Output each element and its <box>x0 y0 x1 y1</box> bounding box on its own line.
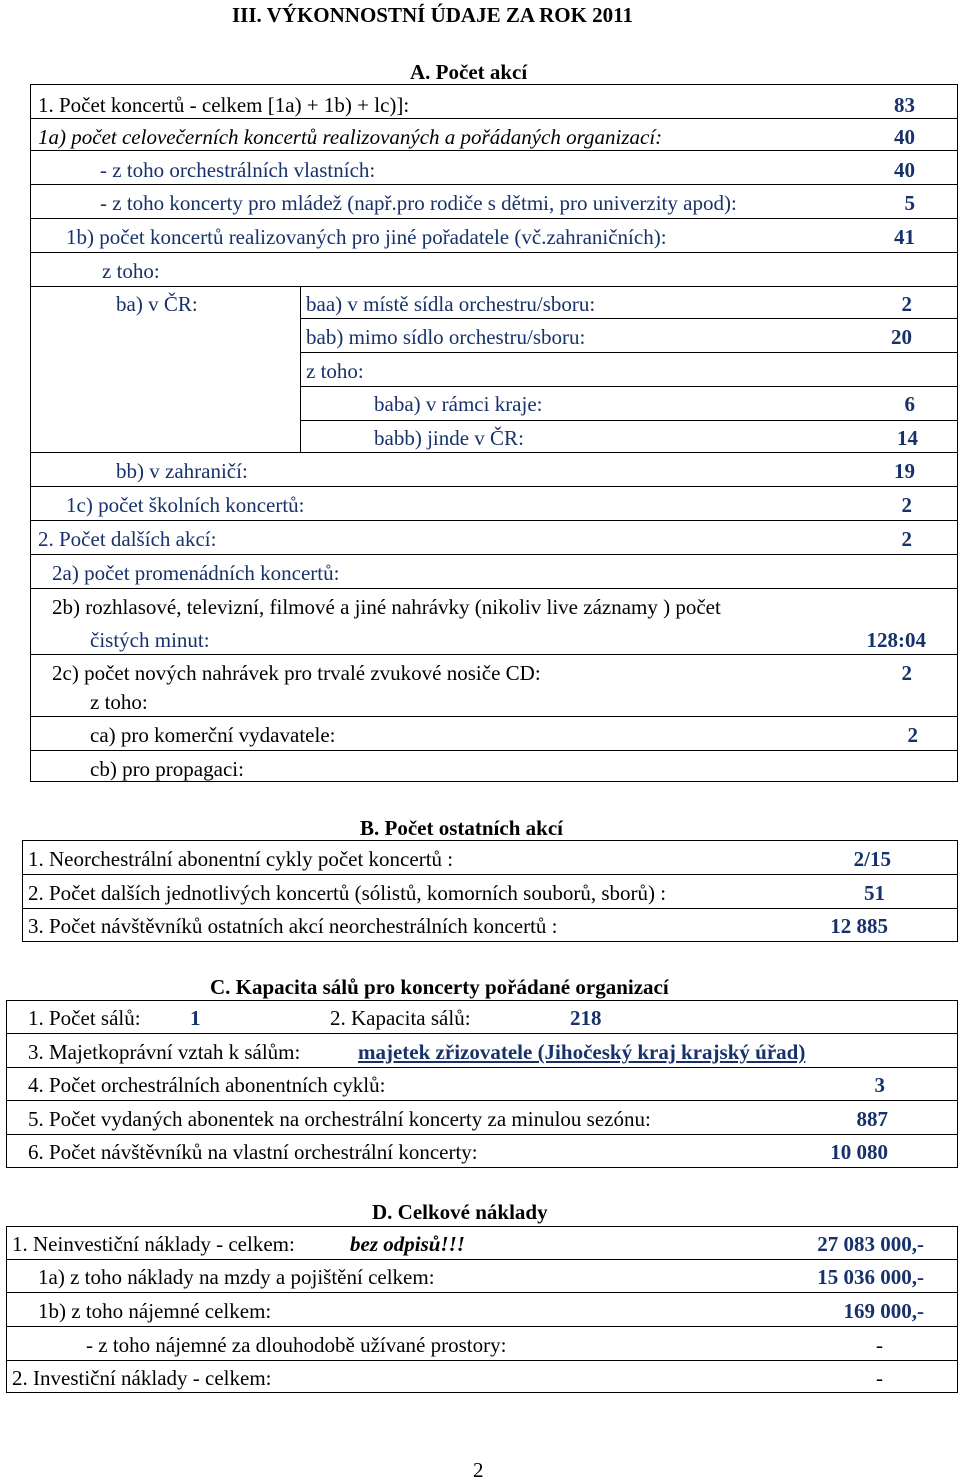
divider <box>6 1033 958 1034</box>
divider <box>300 420 958 421</box>
row-1a-value: 40 <box>894 125 915 149</box>
divider <box>6 1100 958 1101</box>
divider <box>22 908 958 909</box>
row-babb-value: 14 <box>897 426 918 450</box>
ztoho-label-3: z toho: <box>90 690 148 714</box>
c-row-3-value: majetek zřizovatele (Jihočeský kraj krajský úřad) <box>358 1040 806 1064</box>
row-ca-label: ca) pro komerční vydavatele: <box>90 723 336 747</box>
divider <box>22 874 958 875</box>
row-bab-value: 20 <box>891 325 912 349</box>
divider <box>30 716 958 717</box>
page-title: III. VÝKONNOSTNÍ ÚDAJE ZA ROK 2011 <box>232 3 634 27</box>
row-baa-label: baa) v místě sídla orchestru/sboru: <box>306 292 596 316</box>
c-row-4-label: 4. Počet orchestrálních abonentních cyklů: <box>28 1073 386 1097</box>
c-row-2-label: 2. Kapacita sálů: <box>330 1006 471 1030</box>
row-bab-label: bab) mimo sídlo orchestru/sboru: <box>306 325 586 349</box>
row-ba-label: ba) v ČR: <box>116 292 198 316</box>
divider <box>30 218 958 219</box>
c-row-1-value: 1 <box>190 1006 201 1030</box>
row-bb-label: bb) v zahraničí: <box>116 459 248 483</box>
divider <box>30 118 958 119</box>
b-row-2-label: 2. Počet dalších jednotlivých koncertů (sólistů, komorních souborů, sborů) : <box>28 881 667 905</box>
d-row-1-note: bez odpisů!!! <box>350 1232 465 1256</box>
divider <box>6 1134 958 1135</box>
row-cb-label: cb) pro propagaci: <box>90 757 244 781</box>
divider <box>300 286 301 452</box>
divider <box>300 352 958 353</box>
divider <box>300 386 958 387</box>
row-1a-mladez-label: - z toho koncerty pro mládež (např.pro rodiče s dětmi, pro univerzity apod): <box>100 191 737 215</box>
ztoho-label: z toho: <box>102 259 160 283</box>
row-bb-value: 19 <box>894 459 915 483</box>
row-1b-label: 1b) počet koncertů realizovaných pro jiné pořadatele (vč.zahraničních): <box>66 225 667 249</box>
section-a-heading: A. Počet akcí <box>410 60 528 84</box>
row-2-label: 2. Počet dalších akcí: <box>38 527 217 551</box>
row-2b-label-2: čistých minut: <box>90 628 210 652</box>
d-row-1b-sub-label: - z toho nájemné za dlouhodobě užívané prostory: <box>86 1333 507 1357</box>
row-2b-label: 2b) rozhlasové, televizní, filmové a jiné nahrávky (nikoliv live záznamy ) počet <box>52 595 721 619</box>
divider <box>6 1292 958 1293</box>
row-1a-label: 1a) počet celovečerních koncertů realizovaných a pořádaných organizací: <box>38 125 663 149</box>
d-row-1b-label: 1b) z toho nájemné celkem: <box>38 1299 272 1323</box>
divider <box>30 486 958 487</box>
row-1c-label: 1c) počet školních koncertů: <box>66 493 305 517</box>
d-row-1b-value: 169 000,- <box>843 1299 924 1323</box>
divider <box>300 318 958 319</box>
divider <box>30 520 958 521</box>
row-baba-label: baba) v rámci kraje: <box>374 392 543 416</box>
b-row-3-label: 3. Počet návštěvníků ostatních akcí neorchestrálních koncertů : <box>28 914 558 938</box>
d-row-1-value: 27 083 000,- <box>817 1232 924 1256</box>
row-1a-orch-label: - z toho orchestrálních vlastních: <box>100 158 376 182</box>
row-baa-value: 2 <box>901 292 912 316</box>
d-row-1-label: 1. Neinvestiční náklady - celkem: <box>12 1232 295 1256</box>
c-row-3-label: 3. Majetkoprávní vztah k sálům: <box>28 1040 301 1064</box>
page-number: 2 <box>473 1458 484 1482</box>
row-baba-value: 6 <box>904 392 915 416</box>
divider <box>30 554 958 555</box>
c-row-1-label: 1. Počet sálů: <box>28 1006 141 1030</box>
row-2c-label: 2c) počet nových nahrávek pro trvalé zvukové nosiče CD: <box>52 661 541 685</box>
section-b-heading: B. Počet ostatních akcí <box>360 816 563 840</box>
row-1a-orch-value: 40 <box>894 158 915 182</box>
divider <box>30 150 958 151</box>
b-row-1-label: 1. Neorchestrální abonentní cykly počet koncertů : <box>28 847 454 871</box>
divider <box>30 588 958 589</box>
b-row-3-value: 12 885 <box>830 914 888 938</box>
row-1-label: 1. Počet koncertů - celkem [1a) + 1b) + lc)]: <box>38 93 410 117</box>
c-row-6-value: 10 080 <box>830 1140 888 1164</box>
divider <box>6 1259 958 1260</box>
d-row-2-value: - <box>876 1366 883 1390</box>
section-c-heading: C. Kapacita sálů pro koncerty pořádané organizací <box>210 975 669 999</box>
d-row-1b-sub-value: - <box>876 1333 883 1357</box>
c-row-5-label: 5. Počet vydaných abonentek na orchestrální koncerty za minulou sezónu: <box>28 1107 651 1131</box>
d-row-2-label: 2. Investiční náklady - celkem: <box>12 1366 272 1390</box>
row-1b-value: 41 <box>894 225 915 249</box>
divider <box>6 1067 958 1068</box>
row-2-value: 2 <box>901 527 912 551</box>
row-babb-label: babb) jinde v ČR: <box>374 426 524 450</box>
divider <box>6 1360 958 1361</box>
c-row-5-value: 887 <box>856 1107 888 1131</box>
divider <box>30 252 958 253</box>
divider <box>30 452 958 453</box>
divider <box>30 184 958 185</box>
d-row-1a-value: 15 036 000,- <box>817 1265 924 1289</box>
c-row-4-value: 3 <box>874 1073 885 1097</box>
row-1-value: 83 <box>894 93 915 117</box>
row-1a-mladez-value: 5 <box>904 191 915 215</box>
divider <box>30 750 958 751</box>
ztoho-label-2: z toho: <box>306 359 364 383</box>
c-row-6-label: 6. Počet návštěvníků na vlastní orchestrální koncerty: <box>28 1140 478 1164</box>
row-2a-label: 2a) počet promenádních koncertů: <box>52 561 340 585</box>
row-2b-value: 128:04 <box>866 628 926 652</box>
divider <box>30 654 958 655</box>
row-1c-value: 2 <box>901 493 912 517</box>
b-row-2-value: 51 <box>864 881 885 905</box>
d-row-1a-label: 1a) z toho náklady na mzdy a pojištění celkem: <box>38 1265 435 1289</box>
c-row-2-value: 218 <box>570 1006 602 1030</box>
divider <box>30 286 958 287</box>
row-2c-value: 2 <box>901 661 912 685</box>
b-row-1-value: 2/15 <box>853 847 891 871</box>
section-d-heading: D. Celkové náklady <box>372 1200 548 1224</box>
row-ca-value: 2 <box>907 723 918 747</box>
divider <box>6 1326 958 1327</box>
